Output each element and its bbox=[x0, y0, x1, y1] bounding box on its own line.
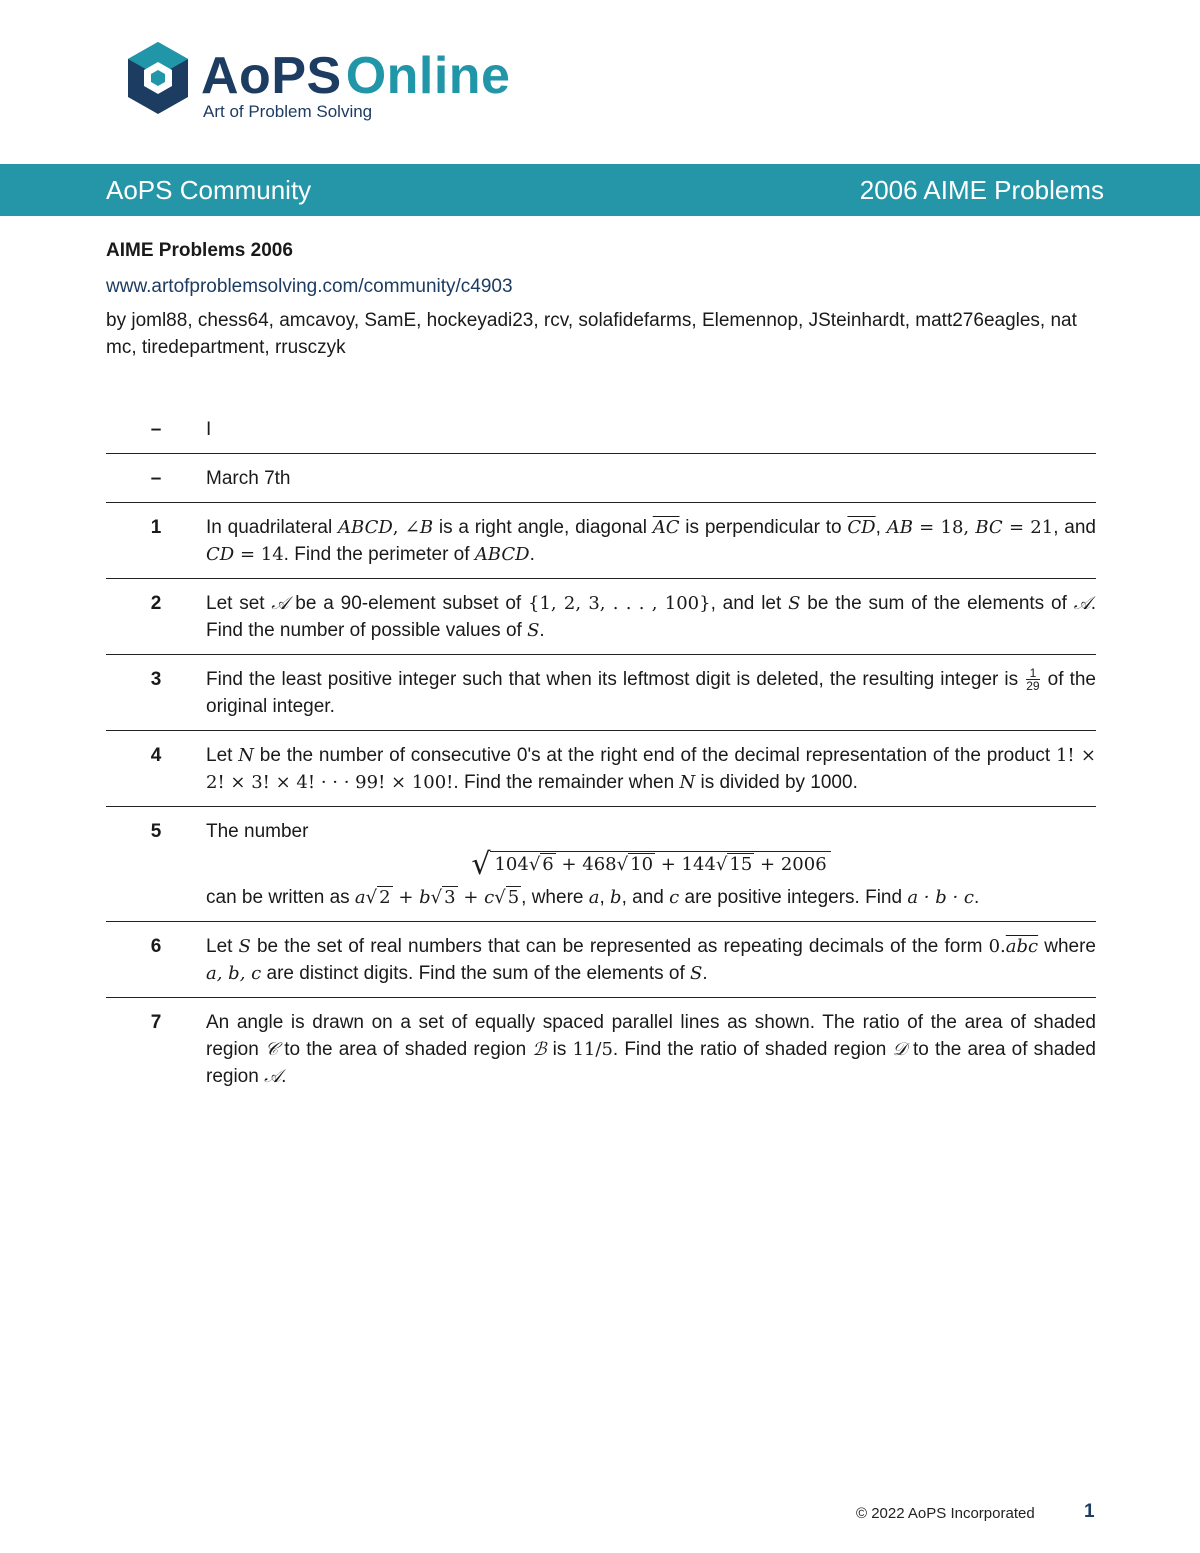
problem-number: 3 bbox=[150, 669, 162, 690]
problem-number: 5 bbox=[150, 821, 162, 842]
brand-aops: AoPS bbox=[201, 47, 342, 105]
banner-contest: 2006 AIME Problems bbox=[859, 175, 1104, 205]
table-row bbox=[106, 454, 1096, 503]
problem-text: An angle is drawn on a set of equally spaced parallel lines as shown. The ratio of the area of shaded region 𝒞 to the area of shaded region ℬ is 11/5. Find the ratio of shaded region 𝒟 to the area of shaded region 𝒜. bbox=[206, 1012, 1096, 1087]
problem-text: Let set 𝒜 be a 90-element subset of {1, 2, 3, . . . , 100}, and let S be the sum of the elements of 𝒜. Find the number of possible values of S. bbox=[206, 593, 1096, 641]
problem-row-3 bbox=[106, 655, 1096, 731]
problem-row-6 bbox=[106, 922, 1096, 998]
problem-row-1 bbox=[106, 503, 1096, 579]
section-label: I bbox=[206, 419, 212, 440]
problem-row-2 bbox=[106, 579, 1096, 655]
problem-text: The number √ 104√ 6 + 468√ 10 + 144√ 15 + 2006 can be written as a√ 2 + b√ 3 + c√ 5 , where a, b, and c are positive integers. Find a · b · c. bbox=[206, 818, 1096, 911]
brand-name bbox=[201, 44, 510, 108]
problem-text: Let N be the number of consecutive 0's at the right end of the decimal representation of the product 1! × 2! × 3! × 4! · · · 99! × 100!. Find the remainder when N is divided by 1000. bbox=[206, 745, 1096, 793]
aops-online-logo bbox=[125, 40, 525, 126]
problem-text: Let S be the set of real numbers that can be represented as repeating decimals of the form $0.\overline{abc}$ where a, b, c are distinct digits. Find the sum of the elements of S. bbox=[206, 936, 1096, 984]
problem-row-5 bbox=[106, 807, 1096, 922]
brand-online: Online bbox=[345, 47, 511, 105]
row-marker: – bbox=[150, 468, 162, 489]
problem-row-4 bbox=[106, 731, 1096, 807]
copyright-notice: © 2022 AoPS Incorporated bbox=[856, 1505, 1035, 1522]
problem-row-7 bbox=[106, 998, 1096, 1100]
document-title: AIME Problems 2006 bbox=[106, 240, 293, 261]
banner-community: AoPS Community bbox=[106, 175, 312, 205]
nested-radical-expression: √ 104√ 6 + 468√ 10 + 144√ 15 + 2006 bbox=[206, 851, 1096, 878]
contest-date: March 7th bbox=[206, 468, 291, 489]
problems-table bbox=[106, 405, 1096, 1100]
brand-tagline: Art of Problem Solving bbox=[203, 102, 373, 121]
problem-number: 7 bbox=[150, 1012, 162, 1033]
fraction: $\frac{1}{29}$ bbox=[1026, 666, 1040, 694]
problem-text: Find the least positive integer such that when its leftmost digit is deleted, the resulting integer is $\frac{1}{29}$ of the original integer. bbox=[206, 666, 1096, 717]
problem-number: 1 bbox=[150, 517, 162, 538]
page-number: 1 bbox=[1084, 1501, 1095, 1522]
authors-list: by joml88, chess64, amcavoy, SamE, hockeyadi23, rcv, solafidefarms, Elemennop, JSteinhardt, matt276eagles, nat mc, tiredepartment, rrusczyk bbox=[106, 310, 1077, 358]
table-row bbox=[106, 405, 1096, 454]
problem-number: 4 bbox=[150, 745, 162, 766]
header-banner bbox=[0, 164, 1200, 216]
problem-number: 6 bbox=[150, 936, 162, 957]
row-marker: – bbox=[150, 419, 162, 440]
aops-cube-icon bbox=[125, 40, 191, 120]
problem-text: In quadrilateral ABCD, ∠B is a right angle, diagonal $\overline{AC}$ is perpendicular to $\overline{CD}$, AB = 18, BC = 21, and CD = 14. Find the perimeter of ABCD. bbox=[206, 517, 1096, 565]
problem-number: 2 bbox=[150, 593, 162, 614]
community-link[interactable]: www.artofproblemsolving.com/community/c4903 bbox=[106, 276, 513, 297]
